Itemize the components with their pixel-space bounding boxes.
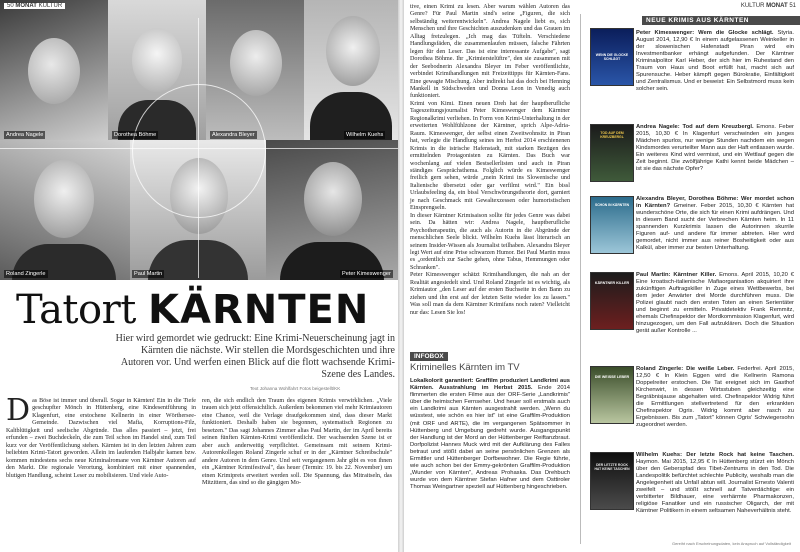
- folio-right: [741, 3, 796, 9]
- author-photo-zingerle: [0, 140, 130, 280]
- book-heading: Paul Martin: Kärntner Killer.: [636, 272, 717, 278]
- infobox-text: Ende 2014 flimmerten die ersten Filme aus der ORF-Serie „Landkrimis" über die heimischen Fernseher. Und heuer soll erstmals auch ein Landkrimi aus Kärnten ausgestrahlt werden. „Wenn du wüsstest, wie schön es hier ist" ist eine Graffilm-Produktion (mit ORF und ARTE), die im vergangenen Spätsommer in Hüttenberg und Umgebung gedreht wurde. Ausgangspunkt der Handlung ist der Mord an der Hüttenberger Reiftanzbraut. Dorfpolizist Hannes Muck wird mit der Aufklärung des Falles betraut und stößt dabei an seine persönlichen Grenzen als Ermittler und Hüttenberger Dorfbewohner. Die Regie führte, wie auch schon bei der Emmy-gekrönten Graffilm-Produktion „Wunder von Kärnten", Andreas Prohaska. Das Drehbuch wurde von dem Kärntner Stefan Hafner und dem Osttiroler Thomas Weingartner speziell auf Hüttenberg hingeschrieben.: [410, 385, 570, 491]
- book-blurb: In Klagenfurt verschwinden ein junges Mädchen spurlos, nur wenige Stunden nachdem ein wegen Kindsmordes verurteilter Mann aus der Haft entlassen wurde. Ein weiteres Kind wird vermisst, und ein Wettlauf gegen die Zeit beginnt. Die zwölfjährige Kathi kennt beide Mädchen – ist sie das nächste Opfer?: [636, 131, 794, 172]
- caption-zingerle: Roland Zingerle: [6, 271, 46, 277]
- book-cover-zingerle: [590, 366, 634, 424]
- book-blurb: In einem aufgelassenen Weinkeller in der slowenischen Hafenstadt Piran wird ein Investmentbanker erhängt aufgefunden. Der Kärntner Kriminalpolitor Karl Heber, der sich hier im Ruhestand den Traum von Haus und Boot erfüllt hat, macht sich auf Spurensuche. Heber kämpft gegen Bürokratie, Einfältigkeit und Zentralismus. Und er beweist: Ein Selbstmord muss kein solcher sein.: [636, 37, 794, 92]
- book-blurb: In Hüttenberg stürzt ein Mönch über den Geberspfad des Tibet-Zentrums in den Tod. Die Landespolitik befürchtet schlechte Publicity, weshalb man die Angelegenheit als Unfall abtun will. Journalist Ernesto Valenti zweifelt – und stößt schnell auf Tatverdächtige: ein verbitterter Bildhauer, eine verhärmte Pharmakonzen, religiöse Fanatiker und ein russischer Oligarch, der mit Kärntner Politikern in einem seltsamen Naheverhältnis steht.: [636, 459, 794, 514]
- body-column-1: [6, 393, 196, 480]
- caption-nagele: Andrea Nagele: [6, 132, 44, 138]
- book-cover-kuehs: [590, 452, 634, 510]
- book-heading: Andrea Nagele: Tod auf dem Kreuzbergl.: [636, 124, 754, 130]
- left-page: [0, 0, 398, 552]
- book-heading: Alexandra Bleyer, Dorothea Böhme: Wer mordet schon in Kärnten?: [636, 196, 794, 209]
- book-blurb: In Klein Eggen wird die Kellnerin Ramona Doppelreiter erstochen. Die Tat ereignet sich im Gasthof Kirchenwirt, in dessen Wirtsstuben gleichzeitig eine Begräbnisjause abgehalten wird. Chefinspektor Widrig führt die Ermittlungen stellvertretend für den erkrankten Chefinspektor Ogris. Widrig kommt aber rasch zu Ergebnissen. Bis zum „Tatort" können Ogris' Schwiegersohn zugeordnet werden.: [636, 373, 795, 428]
- book-cover-kimeswenger: [590, 28, 634, 86]
- caption-boehme: Dorothea Böhme: [114, 132, 157, 138]
- infobox-tag: INFOBOX: [410, 352, 448, 361]
- lead-paragraph: Hier wird gemordet wie gedruckt: Eine Krimi-Neuerscheinung jagt in Kärnten die nächste. Wir stellen die Mordsgeschichten und ihre Autoren vor. Und werfen einen Blick auf die flott wachsende Krimi-Szene des Landes.: [115, 333, 395, 380]
- page-title: [16, 287, 370, 333]
- caption-bleyer: Alexandra Bleyer: [212, 132, 255, 138]
- book-entry-1: [636, 30, 794, 93]
- book-cover-title: TOD AUF DEM KREUZBERGL: [600, 131, 624, 139]
- book-entry-4: [636, 272, 794, 335]
- caption-kimeswenger: Peter Kimeswenger: [342, 271, 391, 277]
- column-divider: [580, 14, 581, 544]
- infobox-kicker: Lokalkolorit garantiert: Graffilm produziert Landkrimi aus Kärnten. Ausstrahlung im Herbst 2015.: [410, 378, 570, 392]
- book-cover-martin: [590, 272, 634, 330]
- book-entry-6: [636, 452, 794, 515]
- body-column-3: [410, 4, 570, 317]
- author-photo-nagele: [0, 0, 108, 140]
- paragraph-text: Krimi von Kimi. Einen neuen Dreh hat der hauptberufliche Tageszeitungsjournalist Peter Kimeswenger dem Kärntner Regionalkrimi verliehen. In Form von Krimi-Unterhaltung in der erweiterten Wohlfühlzone der Kärntner, sprich Alpe-Adria-Raum. Kimeswenger, der selbst einen Zweitwohnsitz in Piran hat, verlegte die Handlung seines im Herbst 2014 erschienenen Krimis in die istrische Hafenstadt, mit starken Bezügen des ermittelnden Protagonisten zu Kärnten. Das Buch war wochenlang auf vielen Bestsellerlisten und auch in Piran ständiges Gesprächsthema. Folglich würde es Kimeswenger freilich gern sehen, würde „mein Krimi ins Slowenische und Italienische übersetzt oder gar verfilmt wird." Ein bissl Urlaubsfeeling da, ein bissl Verschwörungstheorie dort, garniert je nach Geschmack mit Gewaltexzessen oder humoristischen Einsprengseln.: [410, 100, 570, 212]
- folio-sub: KULTUR: [38, 3, 63, 9]
- book-meta: Gmeiner. Feber 2015, 10,30 €: [673, 203, 759, 209]
- infobox-body: [410, 378, 570, 492]
- body-column-2: ren, die sich endlich den Traum des eigenen Krimis verwirklichen. „Viele trauen sich jetzt offensichtlich. Außerdem bekommen viel mehr Krimiautoren eine Chance, weil die Verlage draufgekommen sind, dass dieser Markt funktioniert. Deshalb haben sie begonnen, systematisch Regionen zu besetzen." Das sagt Johannes Zimmer alias Paul Martin, der im April bereits seinen fünften Kärnten-Krimi veröffentlicht. Der wachsenden Szene ist er aber auch anderweitig verpflichtet. Gemeinsam mit seinem Krimi-Autorenkollegen Roland Zingerle schuf er in der „Kärntner Schreibschule" andere Autoren in dem Genre. Und seit vergangenem Jahr gibt es von ihnen ein „Kärntner Krimifestival", das heuer (Termin: 19. bis 22. November) um einen Krimipreis erweitert werden soll. Die Spannung, das Mitraitseln, das Mitzittern, das sind so die gängigen Mo-: [202, 398, 392, 486]
- page-number-right: 51: [789, 3, 796, 9]
- drop-cap: D: [6, 393, 31, 428]
- author-photo-kimeswenger: [266, 140, 398, 280]
- paragraph: [410, 101, 570, 213]
- folio: [4, 3, 65, 9]
- paragraph: Peter Kimeswenger schätzt Krimihandlungen, die nah an der Realität angesiedelt sind. Und Roland Zingerle ist es wichtig, als Krimiautor „den Leser auf der ersten Buchseite in den Bann zu ziehen und ihn erst auf der letzten Seite wieder los zu lassen." Was soll man da dem Kärntner Krimifans noch raten? Vielleicht nur das: Lesen Sie los!: [410, 272, 570, 316]
- book-meta: Styria. August 2014, 12,90 €: [636, 30, 794, 43]
- title-bold: KÄRNTEN: [148, 287, 370, 333]
- book-entry-3: [636, 196, 794, 252]
- folio-section-right: KULTUR: [740, 3, 765, 9]
- caption-kuehs: Wilhelm Kuehs: [346, 132, 384, 138]
- book-blurb: Eine kroatisch-italienische Mafiaorganisation akquiriert ihre zukünftigen Auftragskiller in Zuge eines Wettbewerbs, bei dem jeder Anwärter drei Morde durchführen muss. Die Polizei glaubt nach den ersten Toten an einen Serientäter und beginnt zu ermitteln. Privatdetektiv Frank Remmitz, ehemals Chefinspektor der Mordkommission Klagenfurt, wird hinzugezogen, um den Fall aufzuklären. Doch die Situation gerät außer Kontrolle ...: [636, 279, 794, 334]
- book-heading: Roland Zingerle: Die weiße Leber.: [636, 366, 735, 372]
- paragraph: tive, einen Krimi zu lesen. Aber warum wählen Autoren das Genre? Für Paul Martin sind's seine „Figuren, die sich selbständig weiterentwickeln". Andrea Nagele liebt es, sich Menschen und ihre Geschichten auszudenken und das Grauen im Alltag freizulegen. „Ich mag das Tüfteln. Verschiedene Handlungsfäden, die zusammenlaufen müssen, falsche Fährten legen für den Leser. Das ist eine interessante Aufgabe", sagt Dorothea Böhme. Ihr „Krimierstelüftre", den sie zusammen mit der Seebodnerin Alexandra Bleyer im Feber veröffentlichte, verbindet Krimihandlungen mit Freizeittipps für Kärnten-Fans. Eine gewagte Mischung. Aber indirekt hat das doch bei Henning Mankell in Südschweden und Donna Leon in Venedig auch funktioniert.: [410, 4, 570, 100]
- book-heading: Peter Kimeswenger: Wem die Glocke schlägt.: [636, 30, 774, 36]
- book-meta: Emons. April 2015, 10,20 €: [719, 272, 794, 278]
- book-cover-bleyer-boehme: [590, 196, 634, 254]
- book-cover-title: WENN DIE GLOCKE SCHLÄGT: [595, 53, 629, 61]
- infobox-title: Kriminelles Kärnten im TV: [410, 362, 520, 373]
- book-cover-title: DER LETZTE ROCK HAT KEINE TASCHEN: [594, 463, 630, 471]
- book-meta: Federfrei. April 2015, 12,50 €: [636, 366, 794, 379]
- book-cover-title: SCHON IN KÄRNTEN: [594, 203, 630, 207]
- folio-section: MONAT: [15, 3, 37, 9]
- crosshair-ring: [132, 84, 266, 218]
- title-light: Tatort: [16, 287, 136, 333]
- column-1-text: as Böse ist immer und überall. Sogar in Kärnten! Ein in die Tiefe geschupfter Mönch in Hüttenberg, eine Kindesentführung in Klagenfurt, eine erstochene Kellnerin in einer Wörthersee-Gemeinde. Dazwischen viel Mafia, Korruptions-Filz, Kaltblütigkeit und seelische Abgründe. Das alles passiert – jetzt, frei erfunden – zwei Buchdeckeln, die zum Teil schon im Handel sind, zum Teil kurz vor der Veröffentlichung stehen. Kärnten ist in den letzten Jahren zum beliebten Krimi-Tatort geworden. Allein im laufenden Halbjahr kamen bzw. kommen mindestens sechs neue Kriminalromane von Kärntner Autoren auf den Markt. Die regionale Verortung, kombiniert mit einer spannenden, blutigen Handlung, scheint Leser zu mobilisieren. Und viele Auto-: [6, 398, 196, 479]
- paragraph: In dieser Kärntner Krimisaison sollte für jedes Genre was dabei sein. Da hätten wir: Andrea Nagele, hauptberufliche Psychotherapeutin, die auch als Autorin in die Abgründe der menschlichen Seele blickt. Wilhelm Kuehs lässt literarisch an seinem Insider-Wissen als Journalist teilhaben. Alexandra Bleyer legt Wert auf eine Prise schwarzen Humor. Bei Paul Martin muss es „ordentlich zur Sache gehen, ohne Tabus, Hemmungen oder Schranken".: [410, 212, 570, 271]
- byline: Text Johanna Wohlfahrt Fotos beigestellt/KK: [250, 386, 341, 391]
- right-page: [404, 0, 800, 552]
- book-heading: Wilhelm Kuehs: Der letzte Rock hat keine Taschen.: [636, 452, 794, 458]
- book-cover-title: DIE WEISSE LEBER: [594, 375, 630, 379]
- book-entry-2: [636, 124, 794, 173]
- author-photo-kuehs: [304, 0, 398, 140]
- book-meta: Emons. Feber 2015, 10,30 €: [636, 124, 794, 137]
- book-cover-nagele: [590, 124, 634, 182]
- book-meta: Haymon. Mai 2015, 12,95 €: [636, 459, 710, 465]
- book-entry-5: [636, 366, 794, 429]
- folio-sub-right: MONAT: [766, 3, 788, 9]
- sidebar-heading: NEUE KRIMIS AUS KÄRNTEN: [642, 16, 800, 25]
- book-cover-title: KÄRNTNER KILLER: [594, 281, 630, 285]
- caption-martin: Paul Martin: [134, 271, 163, 277]
- page-number: 50: [7, 3, 14, 9]
- footnote: Gereiht nach Erscheinungsdaten, kein Anspruch auf Vollständigkeit: [672, 541, 791, 546]
- book-blurb: Kärnten hat wunderschöne Orte, die sich für einen Krimi aufdrängen. Und in diesem Band sucht der Verbrechen Kärnten heim. In 11 spannenden Kurzkrimis lassen die Autorinnen skurrile Figuren auf- und andere für immer abtreten. Hier wird gemordet, nicht immer aus reiner Bosheitigkeit oder aus Kalkül, aber immer zur besten Unterhaltung.: [636, 203, 794, 251]
